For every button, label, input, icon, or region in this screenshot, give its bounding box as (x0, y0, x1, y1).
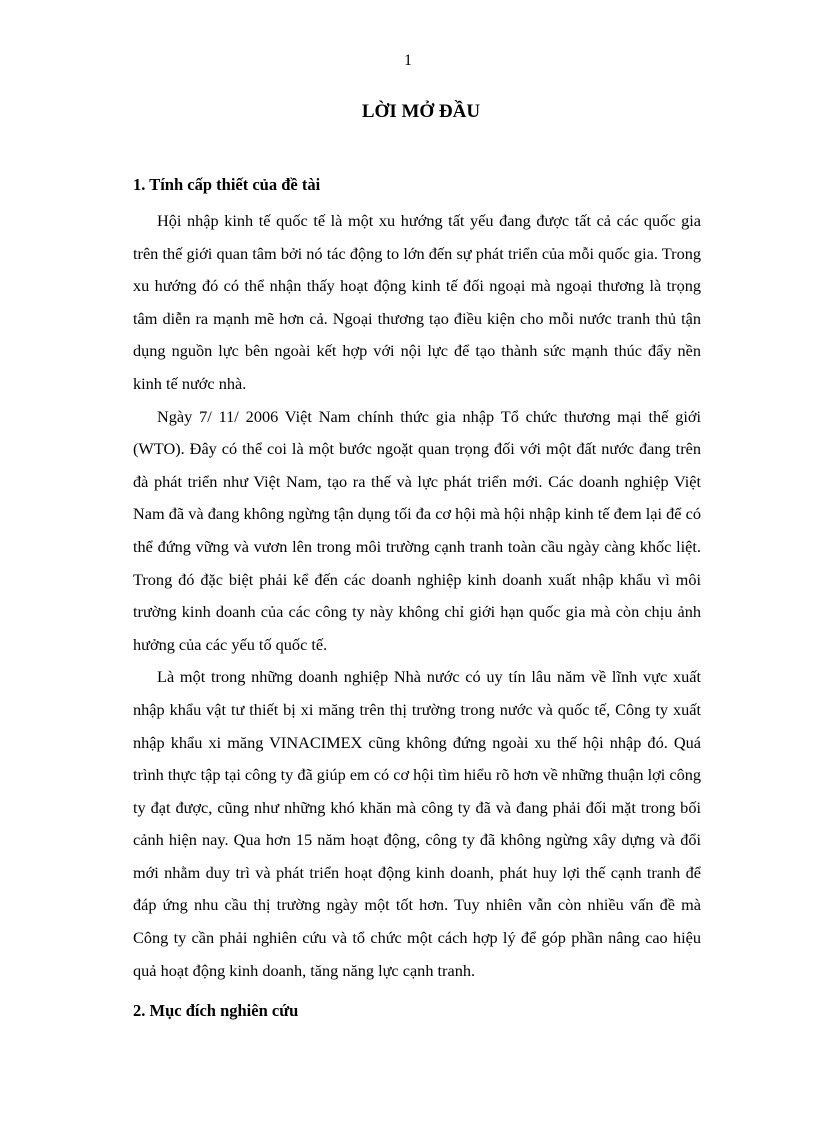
paragraph-1: Hội nhập kinh tế quốc tế là một xu hướng tất yếu đang được tất cả các quốc gia trên thế giới quan tâm bởi nó tác động to lớn đến sự phát triển của mỗi quốc gia. Trong xu hướng đó có thể nhận thấy hoạt động kinh tế đối ngoại mà ngoại thương là trọng tâm diễn ra mạnh mẽ hơn cả. Ngoại thương tạo điều kiện cho mỗi nước tranh thủ tận dụng nguồn lực bên ngoài kết hợp với nội lực để tạo thành sức mạnh thúc đẩy nền kinh tế nước nhà. (133, 211, 701, 393)
section-heading-2: 2. Mục đích nghiên cứu (133, 1001, 299, 1020)
page-number: 1 (404, 52, 412, 69)
page-title: LỜI MỞ ĐẦU (361, 101, 481, 122)
paragraph-2: Ngày 7/ 11/ 2006 Việt Nam chính thức gia nhập Tổ chức thương mại thế giới (WTO). Đây có thể coi là một bước ngoặt quan trọng đối với một đất nước đang trên đà phát triển như Việt Nam, tạo ra thế và lực phát triển mới. Các doanh nghiệp Việt Nam đã và đang không ngừng tận dụng tối đa cơ hội mà hội nhập kinh tế đem lại để có thể đứng vững và vươn lên trong môi trường cạnh tranh toàn cầu ngày càng khốc liệt. Trong đó đặc biệt phải kể đến các doanh nghiệp kinh doanh xuất nhập khẩu vì môi trường kinh doanh của các công ty này không chỉ giới hạn quốc gia mà còn chịu ảnh hưởng của các yếu tố quốc tế. (133, 406, 701, 654)
section-1-body (133, 205, 701, 987)
section-heading-1: 1. Tính cấp thiết của đề tài (133, 175, 321, 194)
paragraph-3: Là một trong những doanh nghiệp Nhà nước có uy tín lâu năm về lĩnh vực xuất nhập khẩu vật tư thiết bị xi măng trên thị trường trong nước và quốc tế, Công ty xuất nhập khẩu xi măng VINACIMEX cũng không đứng ngoài xu thế hội nhập đó. Quá trình thực tập tại công ty đã giúp em có cơ hội tìm hiểu rõ hơn về những thuận lợi công ty đạt được, cũng như những khó khăn mà công ty đã và đang phải đối mặt trong bối cảnh hiện nay. Qua hơn 15 năm hoạt động, công ty đã không ngừng xây dựng và đổi mới nhằm duy trì và phát triển hoạt động kinh doanh, phát huy lợi thế cạnh tranh để đáp ứng nhu cầu thị trường ngày một tốt hơn. Tuy nhiên vẫn còn nhiều vấn đề mà Công ty cần phải nghiên cứu và tổ chức một cách hợp lý để góp phần nâng cao hiệu quả hoạt động kinh doanh, tăng năng lực cạnh tranh. (133, 667, 701, 980)
